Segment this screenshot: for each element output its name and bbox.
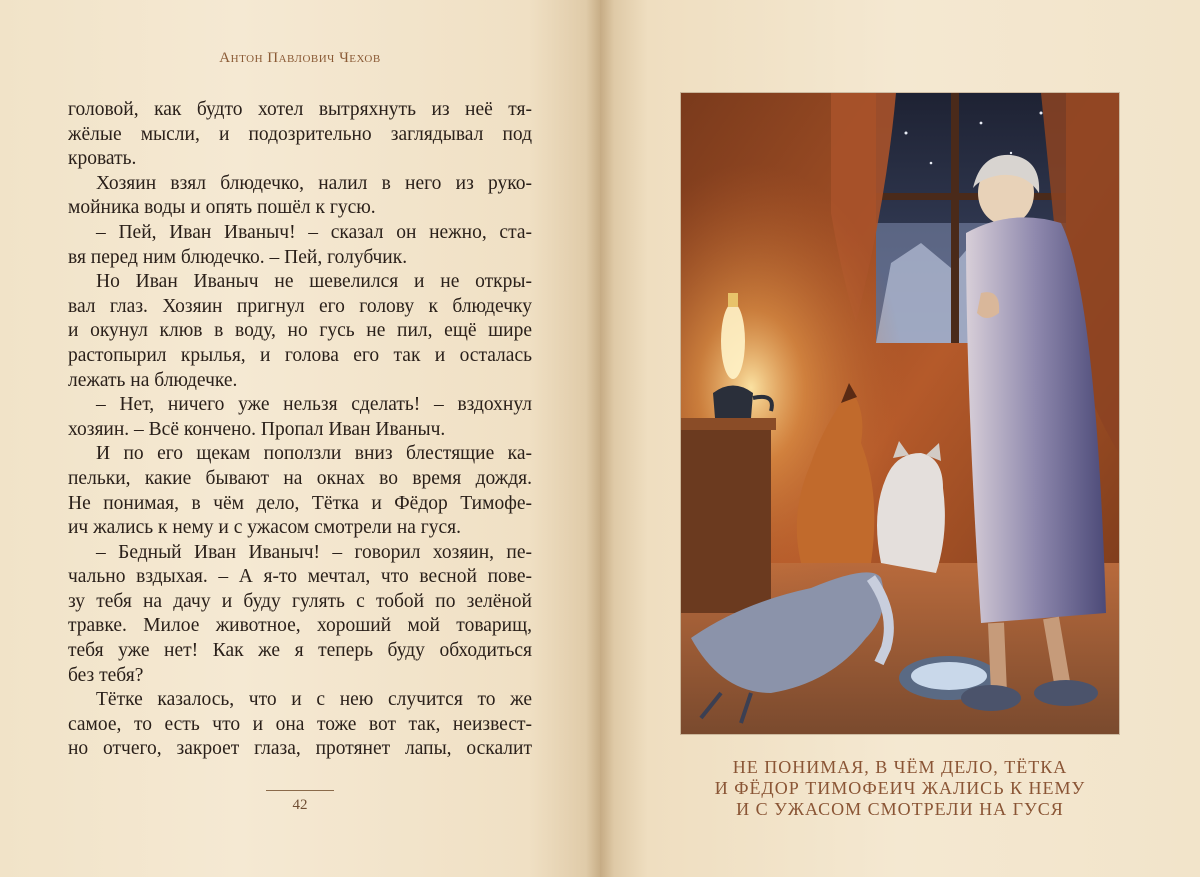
caption-line: И С УЖАСОМ СМОТРЕЛИ НА ГУСЯ — [736, 799, 1064, 819]
text-line: вал глаз. Хозяин пригнул его голову к блюдечку — [68, 295, 532, 317]
text-line: ич жались к нему и с ужасом смотрели на гуся. — [68, 517, 462, 539]
text-line: – Нет, ничего уже нельзя сделать! – вздохнул — [96, 394, 532, 416]
text-line: Хозяин взял блюдечко, налил в него из руко- — [96, 172, 532, 194]
text-line: кровать. — [68, 148, 137, 170]
caption-line: И ФЁДОР ТИМОФЕИЧ ЖАЛИСЬ К НЕМУ — [714, 778, 1086, 798]
text-line: растопырил крылья, и голова его так и осталась — [68, 344, 532, 366]
text-line: мойника воды и опять пошёл к гусю. — [68, 197, 376, 219]
page-number: 42 — [292, 797, 308, 813]
right-page — [600, 0, 1200, 877]
text-line: без тебя? — [68, 664, 144, 686]
text-line: – Пей, Иван Иваныч! – сказал он нежно, ста- — [96, 221, 532, 243]
caption-line: НЕ ПОНИМАЯ, В ЧЁМ ДЕЛО, ТЁТКА — [732, 757, 1068, 777]
text-line: жёлые мысли, и подозрительно заглядывал под — [68, 123, 532, 145]
illustration-caption — [660, 757, 1140, 820]
text-line: зу тебя на дачу и буду гулять с тобой по зелёной — [68, 590, 532, 612]
text-line: травке. Милое животное, хороший мой товарищ, — [68, 615, 532, 637]
text-line: Не понимая, в чём дело, Тётка и Фёдор Тимофе- — [68, 492, 532, 514]
text-line: Тётке казалось, что и с нею случится то же — [96, 689, 532, 711]
folio-rule — [266, 790, 334, 791]
text-line: Но Иван Иваныч не шевелился и не откры- — [96, 271, 532, 293]
running-head: Антон Павлович Чехов — [219, 50, 381, 66]
body-text — [68, 98, 532, 762]
text-line: но отчего, закроет глаза, протянет лапы, оскалит — [68, 738, 532, 760]
text-line: пельки, какие бывают на окнах во время дождя. — [68, 467, 532, 489]
text-line: тебя уже нет! Как же я теперь буду обходиться — [68, 640, 532, 662]
text-line: головой, как будто хотел вытряхнуть из неё тя- — [68, 99, 532, 120]
text-line: хозяин. – Всё кончено. Пропал Иван Иваныч. — [68, 418, 446, 440]
text-line: чально вздыхая. – А я-то мечтал, что весной пове- — [68, 566, 532, 588]
text-line: лежать на блюдечке. — [68, 369, 238, 391]
illustration — [681, 93, 1119, 734]
text-line: – Бедный Иван Иваныч! – говорил хозяин, пе- — [96, 541, 532, 563]
text-line: вя перед ним блюдечко. – Пей, голубчик. — [68, 246, 408, 268]
text-line: И по его щекам поползли вниз блестящие ка- — [96, 443, 532, 465]
table — [681, 418, 776, 613]
text-line: и окунул клюв в воду, но гусь не пил, ещё шире — [68, 320, 532, 342]
text-line: самое, то есть что и она тоже вот так, неизвест- — [68, 713, 532, 735]
